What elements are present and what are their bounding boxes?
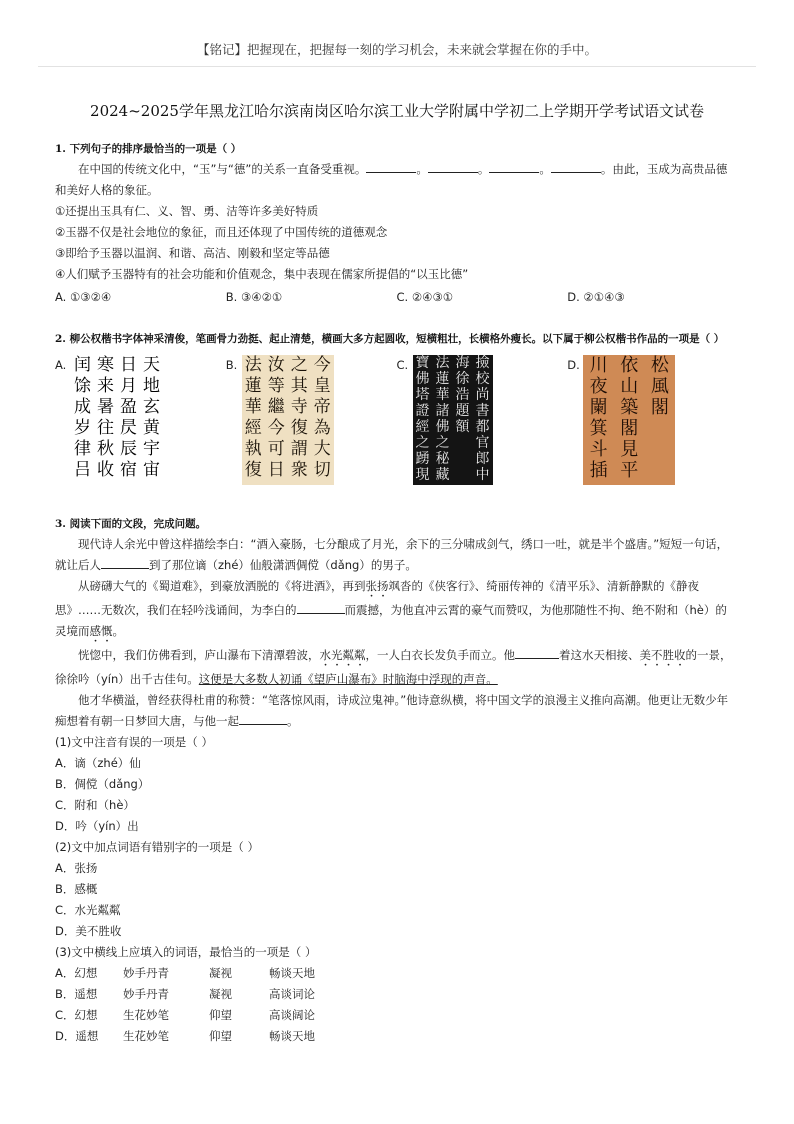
passage-text: 到了那位谪（zhé）仙般潇洒倜傥（dǎng）的男子。: [149, 558, 417, 572]
calligraphy-character: 岁: [74, 418, 91, 438]
calligraphy-character: 執: [244, 439, 262, 459]
calligraphy-character: 見: [620, 439, 639, 460]
calligraphy-character: 山: [620, 376, 639, 397]
passage-paragraph-4: [55, 690, 738, 732]
sub1-option-d[interactable]: D．吟（yín）出: [55, 819, 139, 833]
calligraphy-character: 可: [267, 439, 285, 459]
calligraphy-character: 復: [244, 460, 262, 480]
option-c[interactable]: C. ②④③①: [396, 290, 454, 304]
calligraphy-image-a: [71, 355, 163, 485]
calligraphy-character: 大: [313, 439, 331, 459]
calligraphy-column: [314, 355, 331, 485]
calligraphy-character: 暑: [97, 397, 114, 417]
sub3-option-a[interactable]: [55, 963, 738, 984]
calligraphy-character: 平: [620, 460, 639, 481]
calligraphy-character: 闰: [74, 355, 91, 375]
calligraphy-column: [245, 355, 262, 485]
passage-text: 的一景，徐徐吟（yín）出千古佳句。: [55, 648, 732, 686]
calligraphy-character: 秘: [435, 451, 450, 467]
calligraphy-character: 寺: [290, 397, 308, 417]
sub3-option-c[interactable]: [55, 1005, 738, 1026]
sub1-option-c[interactable]: C．附和（hè）: [55, 798, 135, 812]
calligraphy-character: 辰: [120, 439, 137, 459]
calligraphy-character: 閣: [650, 397, 669, 418]
sub3-option-d[interactable]: [55, 1026, 738, 1047]
calligraphy-character: 吕: [74, 460, 91, 480]
sub2-option-a[interactable]: A．张扬: [55, 861, 98, 875]
calligraphy-character: 其: [290, 376, 308, 396]
calligraphy-character: 宿: [120, 460, 137, 480]
option-part: 凝视: [209, 987, 232, 1001]
exam-title: 2024~2025学年黑龙江哈尔滨南岗区哈尔滨工业大学附属中学初二上学期开学考试语文试卷: [90, 102, 704, 120]
calligraphy-image-c: [413, 355, 493, 485]
calligraphy-character: 尚: [475, 387, 490, 403]
calligraphy-character: 額: [455, 419, 470, 435]
underlined-sentence: 这便是大多数人初诵《望庐山瀑布》时脑海中浮现的声音。: [198, 672, 498, 686]
calligraphy-character: 繼: [267, 397, 285, 417]
calligraphy-column: [74, 355, 91, 485]
calligraphy-character: 衆: [290, 460, 308, 480]
calligraphy-character: 宇: [143, 439, 160, 459]
calligraphy-character: 今: [267, 418, 285, 438]
calligraphy-character: 寒: [97, 355, 114, 375]
calligraphy-character: 宙: [143, 460, 160, 480]
question-3-stem: 3. 阅读下面的文段，完成问题。: [55, 518, 207, 530]
calligraphy-character: 成: [74, 397, 91, 417]
question-2-stem: 2. 柳公权楷书字体神采清俊，笔画骨力劲挺、起止清楚，横画大多方起圆收，短横粗壮，长横格外瘦长。以下属于柳公权楷书作品的一项是（ ）: [55, 333, 725, 345]
calligraphy-option-b[interactable]: [226, 355, 397, 491]
passage-text: 而震撼，为他直冲云霄的豪气而赞叹，为他那随性不拘、绝不附和（hè）的灵境而: [55, 603, 727, 638]
option-part: 仰望: [209, 1008, 232, 1022]
calligraphy-character: 盈: [120, 397, 137, 417]
calligraphy-character: 經: [244, 418, 262, 438]
calligraphy-character: 藏: [435, 467, 450, 483]
sentence-item: ①还提出玉具有仁、义、智、勇、洁等许多美好特质: [55, 204, 319, 218]
calligraphy-image-d: [583, 355, 675, 485]
option-a[interactable]: A. ①③②④: [55, 290, 112, 304]
calligraphy-column: [436, 355, 450, 485]
intro-separator: 。: [539, 162, 551, 176]
calligraphy-character: 律: [74, 439, 91, 459]
calligraphy-character: 切: [313, 460, 331, 480]
calligraphy-column: [120, 355, 137, 485]
calligraphy-character: 書: [475, 403, 490, 419]
calligraphy-character: 天: [143, 355, 160, 375]
calligraphy-character: 玄: [143, 397, 160, 417]
option-part: D．遥想: [55, 1029, 99, 1043]
sub3-option-b[interactable]: [55, 984, 738, 1005]
calligraphy-character: 来: [97, 376, 114, 396]
calligraphy-character: 塔: [415, 387, 430, 403]
calligraphy-character: 現: [415, 467, 430, 483]
question-2: [55, 330, 738, 491]
calligraphy-image-b: [242, 355, 334, 485]
option-part: 妙手丹青: [123, 966, 169, 980]
dotted-word: 张扬: [365, 579, 389, 593]
question-1-options: [55, 287, 738, 308]
answer-blank: [551, 159, 601, 173]
calligraphy-character: 等: [267, 376, 285, 396]
calligraphy-character: 證: [415, 403, 430, 419]
exam-content: [55, 140, 738, 1047]
passage-paragraph-2: [55, 576, 738, 645]
sub1-option-b[interactable]: B．倜傥（dǎng）: [55, 777, 150, 791]
option-part: C．幻想: [55, 1008, 98, 1022]
sub1-option-a[interactable]: A．谪（zhé）仙: [55, 756, 141, 770]
calligraphy-character: 昃: [120, 418, 137, 438]
calligraphy-character: 插: [589, 460, 608, 481]
calligraphy-character: 法: [244, 355, 262, 375]
option-part: 高谈词论: [269, 987, 315, 1001]
calligraphy-character: 汝: [267, 355, 285, 375]
option-part: A．幻想: [55, 966, 98, 980]
option-label: A.: [55, 358, 67, 372]
calligraphy-character: 寶: [415, 355, 430, 371]
calligraphy-character: 踴: [415, 451, 430, 467]
calligraphy-character: 之: [415, 435, 430, 451]
intro-text: 在中国的传统文化中，“玉”与“德”的关系一直备受重视。: [78, 162, 367, 176]
calligraphy-character: 徐: [455, 371, 470, 387]
calligraphy-character: 夜: [589, 376, 608, 397]
calligraphy-character: 華: [244, 397, 262, 417]
calligraphy-character: 都: [475, 419, 490, 435]
answer-blank: [515, 645, 559, 659]
answer-blank: [428, 159, 478, 173]
calligraphy-character: 題: [455, 403, 470, 419]
calligraphy-character: 佛: [415, 371, 430, 387]
calligraphy-character: 馀: [74, 376, 91, 396]
intro-text: 。由此，玉成为高贵品德和美好人格的象征。: [55, 162, 728, 197]
answer-blank: [101, 555, 149, 569]
calligraphy-character: 月: [120, 376, 137, 396]
option-label: C.: [396, 358, 409, 372]
calligraphy-character: 蓮: [244, 376, 262, 396]
calligraphy-options: [55, 355, 738, 491]
calligraphy-character: 郎: [475, 451, 490, 467]
calligraphy-column: [590, 355, 608, 485]
intro-separator: 。: [416, 162, 428, 176]
option-part: 生花妙笔: [123, 1029, 169, 1043]
calligraphy-character: 川: [589, 355, 608, 376]
calligraphy-character: 皇: [313, 376, 331, 396]
option-b[interactable]: B. ③④②①: [225, 290, 283, 304]
sentence-item: ②玉器不仅是社会地位的象征，而且还体现了中国传统的道德观念: [55, 225, 388, 239]
page-motto-header: 【铭记】把握现在，把握每一刻的学习机会，未来就会掌握在你的手中。: [196, 42, 597, 57]
calligraphy-character: 佛: [435, 419, 450, 435]
passage-text: 恍惚中，我们仿佛看到，庐山瀑布下清潭碧波，: [78, 648, 320, 662]
passage-text: 从磅礴大气的《蜀道难》，到豪放洒脱的《将进酒》，再到: [78, 579, 366, 593]
calligraphy-column: [456, 355, 470, 485]
sub2-option-b[interactable]: B．感概: [55, 882, 98, 896]
calligraphy-character: 為: [313, 418, 331, 438]
sentence-item: ④人们赋予玉器特有的社会功能和价值观念，集中表现在儒家所提倡的“以玉比德”: [55, 267, 469, 281]
intro-separator: 。: [477, 162, 490, 176]
option-part: 生花妙笔: [123, 1008, 169, 1022]
calligraphy-character: 帝: [313, 397, 331, 417]
header-divider: [38, 66, 756, 67]
answer-blank: [297, 600, 345, 614]
answer-blank: [366, 159, 416, 173]
sub-question-3-stem: (3)文中横线上应填入的词语，最恰当的一项是（ ）: [55, 945, 317, 959]
passage-text: 着这水天相接、: [559, 648, 640, 662]
option-part: 畅谈天地: [269, 966, 315, 980]
answer-blank: [489, 159, 539, 173]
sub2-option-c[interactable]: C．水光粼粼: [55, 903, 121, 917]
calligraphy-character: 復: [290, 418, 308, 438]
calligraphy-column: [620, 355, 638, 485]
calligraphy-character: 地: [143, 376, 160, 396]
calligraphy-column: [651, 355, 669, 485]
calligraphy-character: 撿: [475, 355, 490, 371]
passage-text: 。: [287, 714, 299, 728]
option-part: 畅谈天地: [269, 1029, 315, 1043]
calligraphy-character: 法: [435, 355, 450, 371]
option-part: 仰望: [209, 1029, 232, 1043]
passage-text: 现代诗人余光中曾这样描绘李白：“酒入豪肠，七分酿成了月光，余下的三分啸成剑气，绣口一吐，就是半个盛唐。”短短一句话，就让后人: [55, 537, 729, 572]
calligraphy-character: 閣: [620, 418, 639, 439]
calligraphy-character: 之: [290, 355, 308, 375]
calligraphy-character: 之: [435, 435, 450, 451]
calligraphy-character: 松: [650, 355, 669, 376]
dotted-word: 感慨: [89, 624, 113, 638]
question-1-intro: [55, 159, 738, 201]
calligraphy-option-d[interactable]: [567, 355, 738, 491]
calligraphy-character: 收: [97, 460, 114, 480]
sub-question-1-stem: (1)文中注音有误的一项是（ ）: [55, 735, 213, 749]
calligraphy-column: [476, 355, 490, 485]
passage-paragraph-3: [55, 645, 738, 690]
calligraphy-character: 依: [620, 355, 639, 376]
calligraphy-character: 往: [97, 418, 114, 438]
calligraphy-character: 中: [475, 467, 490, 483]
calligraphy-character: 箕: [589, 418, 608, 439]
calligraphy-character: 官: [475, 435, 490, 451]
calligraphy-option-c[interactable]: [397, 355, 568, 491]
calligraphy-character: 築: [620, 397, 639, 418]
calligraphy-character: 日: [267, 460, 285, 480]
calligraphy-character: 浩: [455, 387, 470, 403]
passage-text: 。: [112, 624, 124, 638]
calligraphy-character: 蓮: [435, 371, 450, 387]
calligraphy-column: [97, 355, 114, 485]
sub-question-2-stem: (2)文中加点词语有错别字的一项是（ ）: [55, 840, 259, 854]
sub2-option-d[interactable]: D．美不胜收: [55, 924, 122, 938]
question-1: [55, 140, 738, 308]
calligraphy-character: 日: [120, 355, 137, 375]
passage-text: 他才华横溢，曾经获得杜甫的称赞：“笔落惊风雨，诗成泣鬼神。”他诗意纵横，将中国文学的浪漫主义推向高潮。他更让无数少年痴想着有朝一日梦回大唐，与他一起: [55, 693, 729, 728]
question-3: [55, 515, 738, 1047]
calligraphy-character: 經: [415, 419, 430, 435]
calligraphy-character: 闌: [589, 397, 608, 418]
option-part: 高谈阔论: [269, 1008, 315, 1022]
sentence-item: ③即给予玉器以温润、和谐、高洁、刚毅和坚定等品德: [55, 246, 330, 260]
dotted-word: 水光粼粼: [319, 648, 366, 662]
calligraphy-character: 諸: [435, 403, 450, 419]
question-1-stem: 1. 下列句子的排序最恰当的一项是（ ）: [55, 143, 242, 155]
calligraphy-character: 海: [455, 355, 470, 371]
calligraphy-character: 今: [313, 355, 331, 375]
calligraphy-character: 秋: [97, 439, 114, 459]
option-d[interactable]: D. ②①④③: [567, 290, 625, 304]
option-part: 凝视: [209, 966, 232, 980]
passage-text: 飒沓的《侠客行》、绮丽传神的《清平乐》、清新静默的《静夜思》……无数次，我们在轻吟浅诵间，为李白的: [55, 579, 699, 617]
passage-text: ，一人白衣长发负手而立。他: [365, 648, 515, 662]
option-label: D.: [567, 358, 580, 372]
answer-blank: [239, 711, 287, 725]
calligraphy-character: 黄: [143, 418, 160, 438]
calligraphy-character: 謂: [290, 439, 308, 459]
option-label: B.: [225, 358, 238, 372]
calligraphy-character: 斗: [589, 439, 608, 460]
calligraphy-column: [291, 355, 308, 485]
calligraphy-column: [416, 355, 430, 485]
calligraphy-column: [143, 355, 160, 485]
option-part: 妙手丹青: [123, 987, 169, 1001]
option-part: B．遥想: [55, 987, 98, 1001]
passage-paragraph-1: [55, 534, 738, 576]
calligraphy-character: 華: [435, 387, 450, 403]
calligraphy-character: 校: [475, 371, 490, 387]
dotted-word: 美不胜收: [639, 648, 686, 662]
calligraphy-column: [268, 355, 285, 485]
calligraphy-option-a[interactable]: [55, 355, 226, 491]
calligraphy-character: 風: [650, 376, 669, 397]
